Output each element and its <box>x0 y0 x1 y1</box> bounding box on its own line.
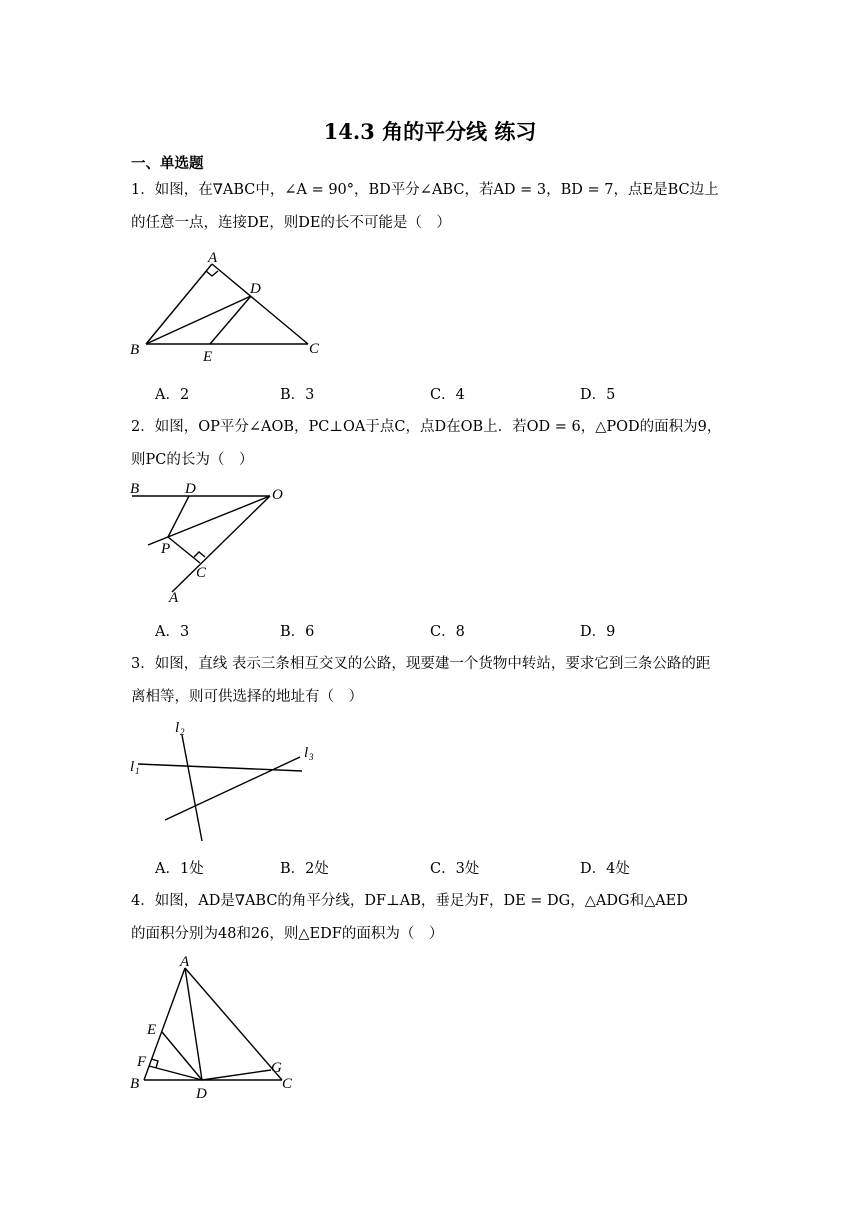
q3-option-d[interactable]: D．4处 <box>580 861 630 877</box>
q2-option-c[interactable]: C．8 <box>430 624 465 640</box>
q3-label-l1: l <box>130 759 135 775</box>
q3-label-l1-sub: 1 <box>135 766 140 776</box>
q4-label-e: E <box>147 1022 157 1038</box>
q1-option-a[interactable]: A．2 <box>155 387 190 403</box>
q2-label-b: B <box>130 481 140 497</box>
q3-label-l3: l <box>304 745 309 761</box>
q3-option-b[interactable]: B．2处 <box>280 861 329 877</box>
q1-option-c[interactable]: C．4 <box>430 387 465 403</box>
question-4-line-1: 4．如图，AD是∇ABC的角平分线，DF⊥AB，垂足为F，DE = DG，△ADG和△AED <box>131 893 688 909</box>
question-2-figure <box>120 475 300 611</box>
q2-label-p: P <box>161 541 171 557</box>
page-title: 14.3 角的平分线 练习 <box>323 119 537 144</box>
q1-label-c: C <box>309 341 320 357</box>
question-1-line-1: 1．如图，在∇ABC中，∠A = 90°，BD平分∠ABC，若AD = 3，BD = 7，点E是BC边上 <box>131 182 719 198</box>
question-4-line-2: 的面积分别为48和26，则△EDF的面积为（ ） <box>131 926 444 942</box>
q3-option-a[interactable]: A．1处 <box>155 861 204 877</box>
question-3-line-1: 3．如图，直线 表示三条相互交叉的公路，现要建一个货物中转站，要求它到三条公路的距 <box>131 656 711 672</box>
q3-label-l2-sub: 2 <box>180 727 185 737</box>
q3-label-l3-sub: 3 <box>309 752 314 762</box>
question-2-line-1: 2．如图，OP平分∠AOB，PC⊥OA于点C，点D在OB上．若OD = 6，△POD的面积为9， <box>131 419 722 435</box>
q2-label-d: D <box>185 481 196 497</box>
q3-option-c[interactable]: C．3处 <box>430 861 480 877</box>
q4-label-f: F <box>137 1054 147 1070</box>
question-4-figure <box>120 950 310 1100</box>
question-2-line-2: 则PC的长为（ ） <box>131 452 254 468</box>
question-3-line-2: 离相等，则可供选择的地址有（ ） <box>131 689 363 705</box>
question-1-figure <box>120 244 340 368</box>
q2-label-a: A <box>169 590 179 606</box>
q2-option-b[interactable]: B．6 <box>280 624 315 640</box>
q1-label-e: E <box>203 349 213 365</box>
q4-label-c: C <box>282 1076 293 1092</box>
q2-label-c: C <box>196 565 207 581</box>
section-heading: 一、单选题 <box>131 155 204 172</box>
q1-label-a: A <box>208 250 218 266</box>
q2-option-d[interactable]: D．9 <box>580 624 616 640</box>
q2-label-o: O <box>272 487 283 503</box>
question-1-line-2: 的任意一点，连接DE，则DE的长不可能是（ ） <box>131 215 451 231</box>
q1-option-d[interactable]: D．5 <box>580 387 616 403</box>
q4-label-d: D <box>196 1086 207 1100</box>
q1-option-b[interactable]: B．3 <box>280 387 315 403</box>
q4-label-g: G <box>271 1060 282 1076</box>
question-3-figure <box>120 715 330 845</box>
q1-label-d: D <box>250 281 261 297</box>
q3-label-l2: l <box>175 720 180 736</box>
q2-option-a[interactable]: A．3 <box>155 624 190 640</box>
q4-label-b: B <box>130 1076 140 1092</box>
q4-label-a: A <box>180 954 190 970</box>
q1-label-b: B <box>130 342 140 358</box>
